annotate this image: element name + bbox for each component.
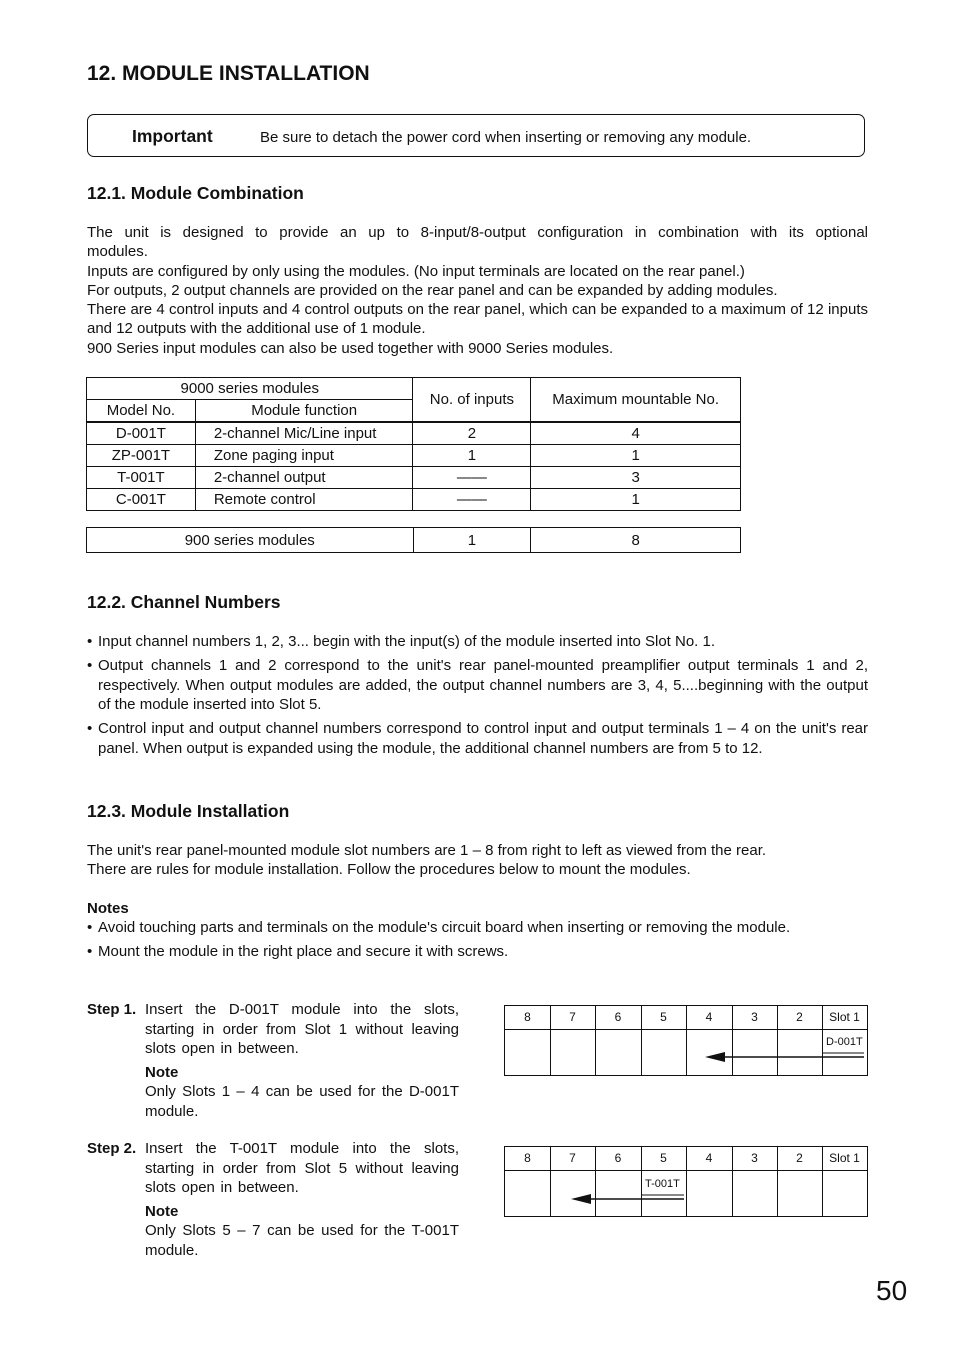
table-header-max: Maximum mountable No. bbox=[531, 378, 741, 423]
slot-label: Slot 1 bbox=[829, 1010, 860, 1024]
slot-number: 7 bbox=[569, 1151, 576, 1165]
slot-number: 3 bbox=[751, 1151, 758, 1165]
slot-number: 7 bbox=[569, 1010, 576, 1024]
step-note-title: Note bbox=[145, 1202, 179, 1220]
cell-max: 1 bbox=[531, 445, 741, 467]
step-label: Step 2. bbox=[87, 1140, 137, 1157]
paragraph: The unit is designed to provide an up to 8-input/8-output configuration in combination with its optional modules. bbox=[87, 224, 868, 261]
paragraph: Inputs are configured by only using the modules. (No input terminals are located on the rear panel.) bbox=[87, 262, 745, 280]
combination-description bbox=[87, 223, 868, 358]
section-heading-channel-numbers: 12.2. Channel Numbers bbox=[87, 592, 281, 612]
installation-description bbox=[87, 841, 868, 880]
cell-model: D-001T bbox=[87, 422, 196, 445]
cell-inputs: 2 bbox=[413, 422, 531, 445]
page-number: 50 bbox=[876, 1275, 908, 1306]
cell-max: 4 bbox=[531, 422, 741, 445]
cell-max: 3 bbox=[531, 467, 741, 489]
cell-inputs: 1 bbox=[413, 445, 531, 467]
table-row bbox=[87, 422, 741, 445]
table-row bbox=[87, 467, 741, 489]
table-row bbox=[87, 445, 741, 467]
cell-series900-label: 900 series modules bbox=[87, 528, 414, 553]
table-header-model: Model No. bbox=[87, 400, 196, 423]
series900-table bbox=[86, 527, 741, 553]
slot-number: 2 bbox=[796, 1151, 803, 1165]
slot-number: 8 bbox=[524, 1010, 531, 1024]
slot-number: 6 bbox=[614, 1010, 622, 1024]
cell-function: 2-channel output bbox=[195, 467, 413, 489]
paragraph: The unit's rear panel-mounted module slot numbers are 1 – 8 from right to left as viewed from the rear. bbox=[87, 842, 767, 859]
cell-max: 1 bbox=[531, 489, 741, 511]
step-text: Insert the D-001T module into the slots, starting in order from Slot 1 without leaving slots open in between. bbox=[145, 1001, 459, 1057]
important-label: Important bbox=[132, 126, 213, 146]
slot-number: 5 bbox=[660, 1010, 667, 1024]
cell-model: ZP-001T bbox=[87, 445, 196, 467]
cell-max: 8 bbox=[531, 528, 741, 553]
table-header-inputs: No. of inputs bbox=[413, 378, 531, 423]
paragraph: For outputs, 2 output channels are provided on the rear panel and can be expanded by adding modules. bbox=[87, 281, 778, 299]
cell-function: Remote control bbox=[195, 489, 413, 511]
notes-list bbox=[87, 918, 868, 966]
paragraph: There are rules for module installation. Follow the procedures below to mount the modules. bbox=[87, 861, 691, 879]
step-note-text: Only Slots 1 – 4 can be used for the D-001T module. bbox=[145, 1083, 459, 1120]
cell-model: C-001T bbox=[87, 489, 196, 511]
step-text: Insert the T-001T module into the slots, starting in order from Slot 5 without leaving slots open in between. bbox=[145, 1140, 459, 1196]
module-label: D-001T bbox=[826, 1036, 863, 1048]
insertion-arrow bbox=[505, 1006, 867, 1075]
table-row bbox=[87, 528, 741, 553]
slot-number: 2 bbox=[796, 1010, 803, 1024]
slot-number: 4 bbox=[705, 1010, 713, 1024]
step-note-title: Note bbox=[145, 1063, 179, 1081]
list-item: • Mount the module in the right place and secure it with screws. bbox=[87, 943, 509, 960]
section-heading-combination: 12.1. Module Combination bbox=[87, 183, 304, 203]
cell-inputs: —— bbox=[413, 489, 531, 511]
paragraph: 900 Series input modules can also be used together with 9000 Series modules. bbox=[87, 339, 614, 357]
cell-model: T-001T bbox=[87, 467, 196, 489]
slot-number: 8 bbox=[524, 1151, 531, 1165]
step-2 bbox=[87, 1139, 459, 1260]
insertion-arrow bbox=[505, 1147, 867, 1216]
paragraph: There are 4 control inputs and 4 control outputs on the rear panel, which can be expanded to a maximum of 12 inputs and 12 outputs with the additional use of 1 module. bbox=[87, 301, 868, 338]
cell-function: 2-channel Mic/Line input bbox=[195, 422, 413, 445]
slot-label: Slot 1 bbox=[829, 1151, 860, 1165]
cell-inputs: 1 bbox=[413, 528, 531, 553]
section-heading-module-installation: 12.3. Module Installation bbox=[87, 801, 290, 821]
list-item: • Output channels 1 and 2 correspond to the unit's rear panel-mounted preamplifier output terminals 1 and 2, respectively. When output modules are added, the output channel numbers are 3, 4, 5....beginning with the output of the module inserted into Slot 5. bbox=[87, 657, 868, 713]
cell-inputs: —— bbox=[413, 467, 531, 489]
slot-diagram-1 bbox=[504, 1005, 868, 1076]
notes-title: Notes bbox=[87, 900, 129, 917]
step-note-text: Only Slots 5 – 7 can be used for the T-001T module. bbox=[145, 1222, 459, 1259]
slot-number: 3 bbox=[751, 1010, 758, 1024]
step-1 bbox=[87, 1000, 459, 1121]
cell-function: Zone paging input bbox=[195, 445, 413, 467]
slot-number: 4 bbox=[705, 1151, 713, 1165]
important-notice bbox=[87, 114, 865, 157]
slot-diagram-2 bbox=[504, 1146, 868, 1217]
table-header-function: Module function bbox=[195, 400, 413, 423]
module-table bbox=[86, 377, 741, 511]
table-row bbox=[87, 489, 741, 511]
slot-number: 5 bbox=[660, 1151, 667, 1165]
slot-number: 6 bbox=[614, 1151, 622, 1165]
table-group-header: 9000 series modules bbox=[87, 378, 413, 400]
step-label: Step 1. bbox=[87, 1001, 137, 1018]
module-label: T-001T bbox=[645, 1178, 680, 1190]
channel-numbers-list bbox=[87, 632, 868, 763]
list-item: • Input channel numbers 1, 2, 3... begin with the input(s) of the module inserted into Slot No. 1. bbox=[87, 633, 716, 650]
list-item: • Avoid touching parts and terminals on the module's circuit board when inserting or removing the module. bbox=[87, 919, 791, 936]
list-item: • Control input and output channel numbers correspond to control input and output terminals 1 – 4 on the unit's rear panel. When output is expanded using the module, the additional channel numbers are from 5 to 12. bbox=[87, 720, 868, 757]
important-text: Be sure to detach the power cord when inserting or removing any module. bbox=[260, 129, 752, 146]
page-title: 12. MODULE INSTALLATION bbox=[87, 62, 370, 85]
